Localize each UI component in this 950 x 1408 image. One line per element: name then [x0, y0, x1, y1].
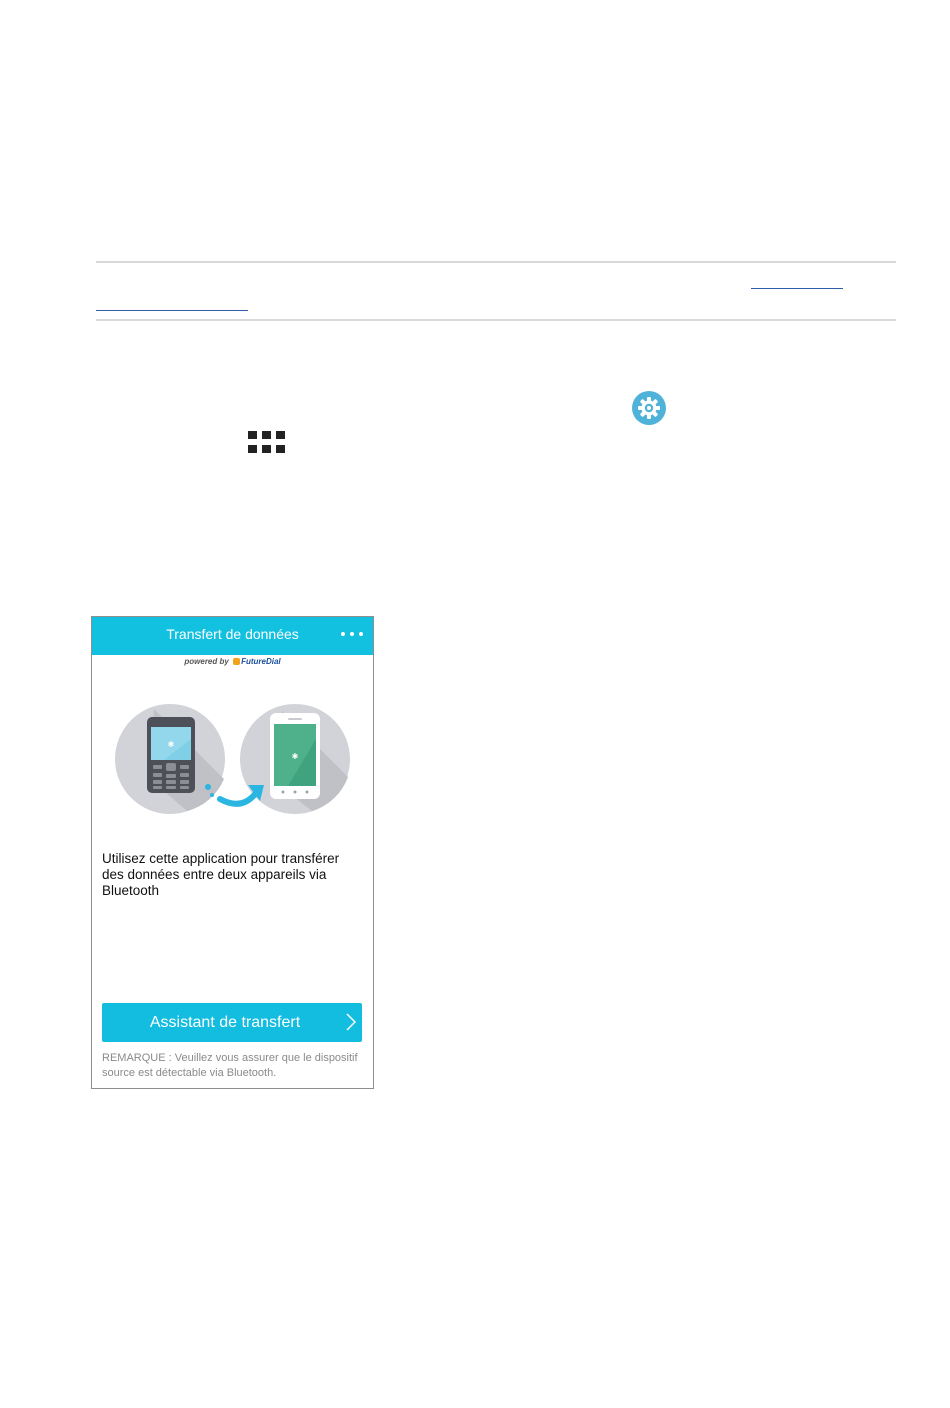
app-screenshot: [91, 616, 374, 1089]
app-bar: [92, 617, 373, 655]
apps-grid-icon: [248, 431, 285, 455]
powered-by: [92, 657, 373, 669]
svg-text:✱: ✱: [167, 740, 175, 749]
smartphone-icon: [270, 713, 320, 799]
powered-by-prefix: powered by: [184, 657, 229, 666]
futuredial-logo-icon: [233, 658, 240, 665]
link-underline-1[interactable]: [751, 288, 843, 289]
gear-icon: [632, 391, 666, 425]
feature-phone-icon: [147, 717, 195, 793]
chevron-right-icon: [346, 1013, 356, 1031]
app-description: Utilisez cette application pour transférer des données entre deux appareils via Bluetooth: [102, 851, 340, 898]
powered-by-brand: FutureDial: [241, 657, 281, 666]
transfer-wizard-button[interactable]: [102, 1003, 362, 1042]
app-title: Transfert de données: [166, 626, 299, 642]
svg-text:✱: ✱: [291, 752, 299, 761]
transfer-wizard-label: Assistant de transfert: [149, 1014, 301, 1031]
note-top-rule: [96, 261, 896, 263]
more-dots-icon[interactable]: [341, 626, 363, 642]
transfer-illustration: [92, 699, 373, 819]
note-bottom-rule: [96, 319, 896, 321]
bluetooth-note: REMARQUE : Veuillez vous assurer que le dispositif source est détectable via Bluetooth.: [102, 1052, 358, 1079]
link-underline-2[interactable]: [96, 310, 248, 311]
